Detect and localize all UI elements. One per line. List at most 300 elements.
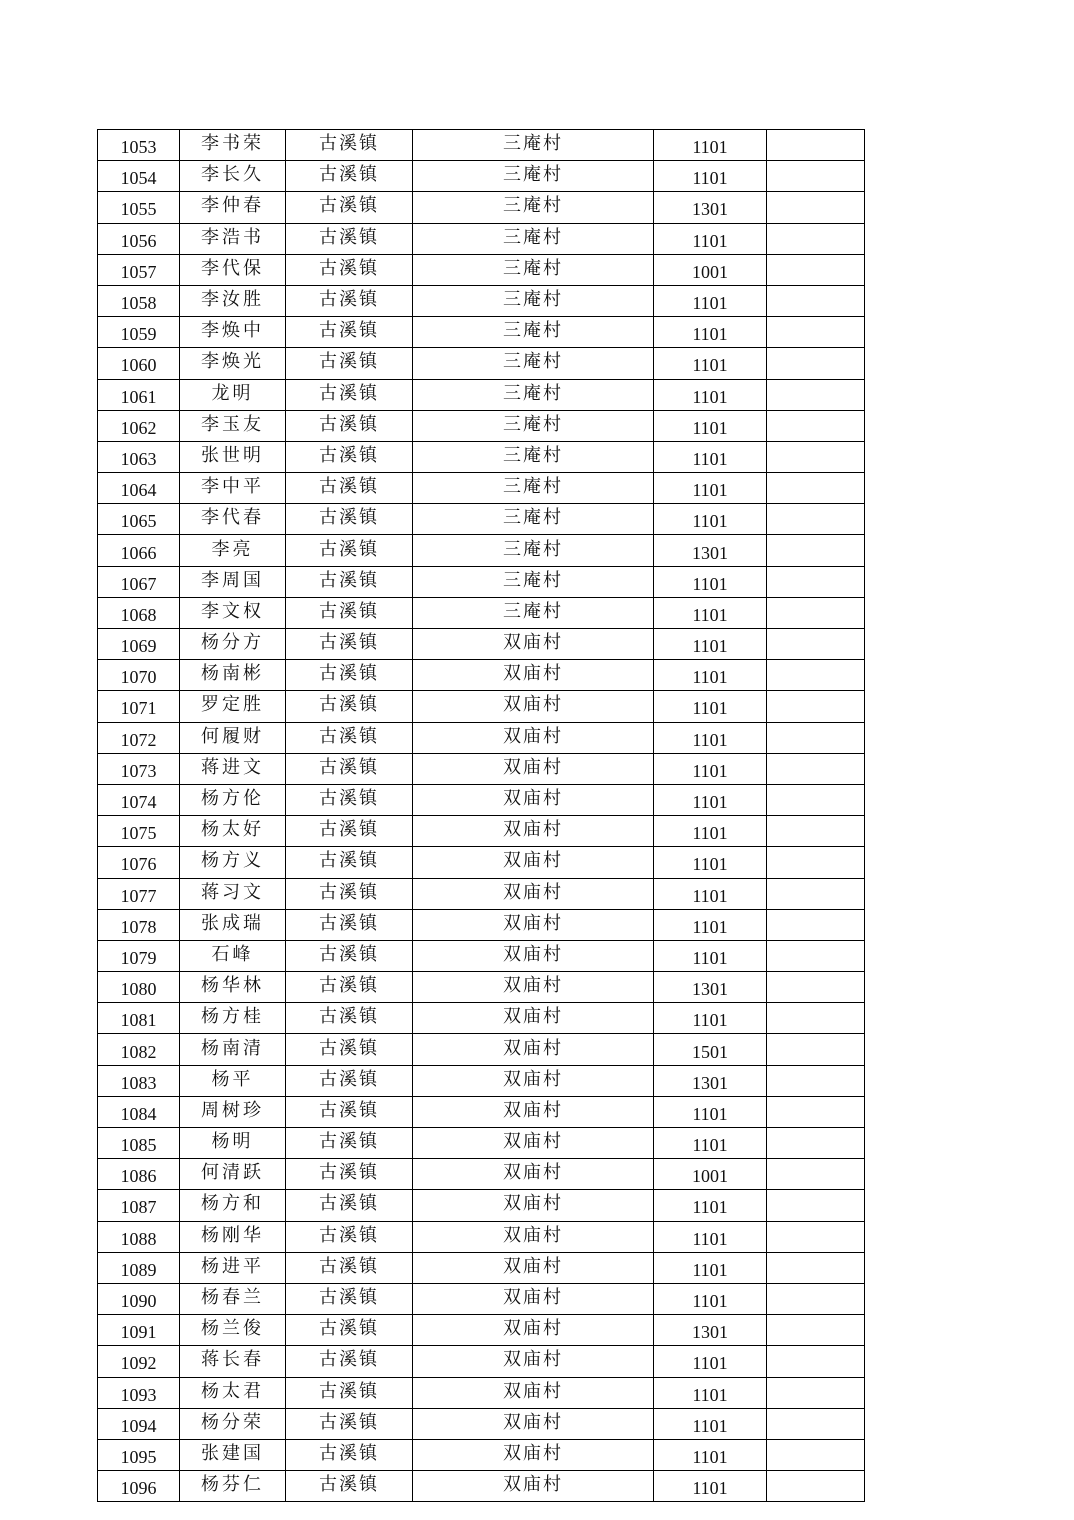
code-cell: 1101 — [654, 660, 767, 691]
row-number-cell: 1071 — [98, 691, 180, 722]
name-cell: 杨方和 — [180, 1190, 286, 1221]
note-cell — [767, 1408, 865, 1439]
name-cell: 杨平 — [180, 1065, 286, 1096]
village-cell: 三庵村 — [413, 285, 654, 316]
village-cell: 双庙村 — [413, 1221, 654, 1252]
code-cell: 1101 — [654, 1128, 767, 1159]
table-row — [98, 379, 865, 410]
name-cell: 李代保 — [180, 254, 286, 285]
table-row — [98, 1096, 865, 1127]
town-cell: 古溪镇 — [286, 504, 413, 535]
row-number-cell: 1090 — [98, 1283, 180, 1314]
code-cell: 1101 — [654, 161, 767, 192]
village-cell: 双庙村 — [413, 722, 654, 753]
name-cell: 周树珍 — [180, 1096, 286, 1127]
town-cell: 古溪镇 — [286, 473, 413, 504]
note-cell — [767, 691, 865, 722]
village-cell: 三庵村 — [413, 535, 654, 566]
village-cell: 双庙村 — [413, 629, 654, 660]
note-cell — [767, 223, 865, 254]
town-cell: 古溪镇 — [286, 130, 413, 161]
row-number-cell: 1088 — [98, 1221, 180, 1252]
village-cell: 双庙村 — [413, 660, 654, 691]
row-number-cell: 1058 — [98, 285, 180, 316]
town-cell: 古溪镇 — [286, 348, 413, 379]
row-number-cell: 1077 — [98, 878, 180, 909]
note-cell — [767, 1221, 865, 1252]
row-number-cell: 1063 — [98, 441, 180, 472]
village-cell: 三庵村 — [413, 379, 654, 410]
row-number-cell: 1055 — [98, 192, 180, 223]
town-cell: 古溪镇 — [286, 1252, 413, 1283]
table-row — [98, 192, 865, 223]
village-cell: 双庙村 — [413, 1315, 654, 1346]
note-cell — [767, 753, 865, 784]
town-cell: 古溪镇 — [286, 1096, 413, 1127]
town-cell: 古溪镇 — [286, 1408, 413, 1439]
code-cell: 1101 — [654, 909, 767, 940]
row-number-cell: 1089 — [98, 1252, 180, 1283]
code-cell: 1301 — [654, 1065, 767, 1096]
name-cell: 李焕中 — [180, 317, 286, 348]
code-cell: 1101 — [654, 379, 767, 410]
note-cell — [767, 410, 865, 441]
village-cell: 双庙村 — [413, 753, 654, 784]
code-cell: 1101 — [654, 1408, 767, 1439]
name-cell: 杨进平 — [180, 1252, 286, 1283]
village-cell: 三庵村 — [413, 504, 654, 535]
row-number-cell: 1072 — [98, 722, 180, 753]
note-cell — [767, 285, 865, 316]
note-cell — [767, 254, 865, 285]
table-row — [98, 816, 865, 847]
note-cell — [767, 1439, 865, 1470]
village-cell: 双庙村 — [413, 847, 654, 878]
row-number-cell: 1092 — [98, 1346, 180, 1377]
code-cell: 1101 — [654, 1346, 767, 1377]
code-cell: 1001 — [654, 254, 767, 285]
name-cell: 罗定胜 — [180, 691, 286, 722]
table-row — [98, 130, 865, 161]
table-row — [98, 1408, 865, 1439]
table-row — [98, 972, 865, 1003]
table-row — [98, 1034, 865, 1065]
note-cell — [767, 566, 865, 597]
village-cell: 三庵村 — [413, 192, 654, 223]
table-row — [98, 847, 865, 878]
name-cell: 杨兰俊 — [180, 1315, 286, 1346]
row-number-cell: 1064 — [98, 473, 180, 504]
town-cell: 古溪镇 — [286, 317, 413, 348]
row-number-cell: 1057 — [98, 254, 180, 285]
name-cell: 杨芬仁 — [180, 1471, 286, 1502]
name-cell: 杨春兰 — [180, 1283, 286, 1314]
table-row — [98, 161, 865, 192]
row-number-cell: 1082 — [98, 1034, 180, 1065]
town-cell: 古溪镇 — [286, 410, 413, 441]
village-cell: 双庙村 — [413, 1190, 654, 1221]
village-cell: 三庵村 — [413, 254, 654, 285]
town-cell: 古溪镇 — [286, 1065, 413, 1096]
row-number-cell: 1079 — [98, 940, 180, 971]
note-cell — [767, 784, 865, 815]
table-row — [98, 940, 865, 971]
code-cell: 1001 — [654, 1159, 767, 1190]
name-cell: 杨方义 — [180, 847, 286, 878]
town-cell: 古溪镇 — [286, 1159, 413, 1190]
town-cell: 古溪镇 — [286, 784, 413, 815]
village-cell: 三庵村 — [413, 473, 654, 504]
row-number-cell: 1054 — [98, 161, 180, 192]
note-cell — [767, 722, 865, 753]
town-cell: 古溪镇 — [286, 1315, 413, 1346]
table-row — [98, 441, 865, 472]
row-number-cell: 1096 — [98, 1471, 180, 1502]
table-row — [98, 909, 865, 940]
name-cell: 杨明 — [180, 1128, 286, 1159]
name-cell: 杨刚华 — [180, 1221, 286, 1252]
name-cell: 杨太君 — [180, 1377, 286, 1408]
code-cell: 1101 — [654, 1003, 767, 1034]
code-cell: 1101 — [654, 629, 767, 660]
table-row — [98, 1065, 865, 1096]
name-cell: 张世明 — [180, 441, 286, 472]
table-row — [98, 254, 865, 285]
table-row — [98, 1252, 865, 1283]
code-cell: 1101 — [654, 1439, 767, 1470]
name-cell: 龙明 — [180, 379, 286, 410]
code-cell: 1101 — [654, 504, 767, 535]
code-cell: 1101 — [654, 1190, 767, 1221]
row-number-cell: 1078 — [98, 909, 180, 940]
row-number-cell: 1062 — [98, 410, 180, 441]
row-number-cell: 1069 — [98, 629, 180, 660]
name-cell: 李玉友 — [180, 410, 286, 441]
note-cell — [767, 1252, 865, 1283]
code-cell: 1101 — [654, 223, 767, 254]
village-cell: 三庵村 — [413, 597, 654, 628]
table-row — [98, 1283, 865, 1314]
note-cell — [767, 1003, 865, 1034]
name-cell: 杨分方 — [180, 629, 286, 660]
code-cell: 1101 — [654, 1377, 767, 1408]
table-row — [98, 535, 865, 566]
town-cell: 古溪镇 — [286, 1003, 413, 1034]
name-cell: 李焕光 — [180, 348, 286, 379]
row-number-cell: 1084 — [98, 1096, 180, 1127]
code-cell: 1101 — [654, 1221, 767, 1252]
row-number-cell: 1093 — [98, 1377, 180, 1408]
row-number-cell: 1086 — [98, 1159, 180, 1190]
town-cell: 古溪镇 — [286, 597, 413, 628]
town-cell: 古溪镇 — [286, 940, 413, 971]
name-cell: 石峰 — [180, 940, 286, 971]
row-number-cell: 1075 — [98, 816, 180, 847]
town-cell: 古溪镇 — [286, 753, 413, 784]
row-number-cell: 1061 — [98, 379, 180, 410]
town-cell: 古溪镇 — [286, 223, 413, 254]
name-cell: 李浩书 — [180, 223, 286, 254]
name-cell: 李长久 — [180, 161, 286, 192]
code-cell: 1301 — [654, 535, 767, 566]
note-cell — [767, 1034, 865, 1065]
note-cell — [767, 940, 865, 971]
table-row — [98, 223, 865, 254]
note-cell — [767, 1128, 865, 1159]
row-number-cell: 1091 — [98, 1315, 180, 1346]
row-number-cell: 1095 — [98, 1439, 180, 1470]
note-cell — [767, 972, 865, 1003]
town-cell: 古溪镇 — [286, 1128, 413, 1159]
village-cell: 双庙村 — [413, 1377, 654, 1408]
code-cell: 1301 — [654, 192, 767, 223]
table-row — [98, 1128, 865, 1159]
village-cell: 三庵村 — [413, 317, 654, 348]
row-number-cell: 1059 — [98, 317, 180, 348]
row-number-cell: 1060 — [98, 348, 180, 379]
name-cell: 蒋进文 — [180, 753, 286, 784]
row-number-cell: 1070 — [98, 660, 180, 691]
code-cell: 1101 — [654, 1283, 767, 1314]
code-cell: 1101 — [654, 847, 767, 878]
village-cell: 三庵村 — [413, 161, 654, 192]
name-cell: 杨太好 — [180, 816, 286, 847]
town-cell: 古溪镇 — [286, 535, 413, 566]
note-cell — [767, 504, 865, 535]
table-row — [98, 691, 865, 722]
table-row — [98, 1346, 865, 1377]
name-cell: 李文权 — [180, 597, 286, 628]
code-cell: 1101 — [654, 940, 767, 971]
table-row — [98, 1377, 865, 1408]
table-row — [98, 878, 865, 909]
note-cell — [767, 597, 865, 628]
town-cell: 古溪镇 — [286, 909, 413, 940]
village-cell: 双庙村 — [413, 878, 654, 909]
village-cell: 双庙村 — [413, 1096, 654, 1127]
town-cell: 古溪镇 — [286, 379, 413, 410]
town-cell: 古溪镇 — [286, 722, 413, 753]
table-row — [98, 1315, 865, 1346]
village-cell: 双庙村 — [413, 1034, 654, 1065]
town-cell: 古溪镇 — [286, 1346, 413, 1377]
village-cell: 双庙村 — [413, 1003, 654, 1034]
village-cell: 三庵村 — [413, 130, 654, 161]
note-cell — [767, 847, 865, 878]
note-cell — [767, 816, 865, 847]
town-cell: 古溪镇 — [286, 161, 413, 192]
row-number-cell: 1076 — [98, 847, 180, 878]
data-table — [97, 129, 865, 1502]
village-cell: 双庙村 — [413, 1128, 654, 1159]
note-cell — [767, 1096, 865, 1127]
row-number-cell: 1074 — [98, 784, 180, 815]
town-cell: 古溪镇 — [286, 1439, 413, 1470]
village-cell: 三庵村 — [413, 410, 654, 441]
note-cell — [767, 473, 865, 504]
village-cell: 双庙村 — [413, 1439, 654, 1470]
town-cell: 古溪镇 — [286, 192, 413, 223]
note-cell — [767, 878, 865, 909]
village-cell: 双庙村 — [413, 909, 654, 940]
village-cell: 双庙村 — [413, 1283, 654, 1314]
table-row — [98, 317, 865, 348]
code-cell: 1101 — [654, 597, 767, 628]
town-cell: 古溪镇 — [286, 1377, 413, 1408]
code-cell: 1301 — [654, 972, 767, 1003]
name-cell: 何清跃 — [180, 1159, 286, 1190]
town-cell: 古溪镇 — [286, 847, 413, 878]
code-cell: 1101 — [654, 410, 767, 441]
table-row — [98, 1221, 865, 1252]
town-cell: 古溪镇 — [286, 441, 413, 472]
name-cell: 杨方伦 — [180, 784, 286, 815]
village-cell: 双庙村 — [413, 1471, 654, 1502]
note-cell — [767, 535, 865, 566]
name-cell: 李周国 — [180, 566, 286, 597]
note-cell — [767, 1283, 865, 1314]
town-cell: 古溪镇 — [286, 1190, 413, 1221]
row-number-cell: 1065 — [98, 504, 180, 535]
name-cell: 杨分荣 — [180, 1408, 286, 1439]
town-cell: 古溪镇 — [286, 285, 413, 316]
town-cell: 古溪镇 — [286, 660, 413, 691]
note-cell — [767, 161, 865, 192]
village-cell: 双庙村 — [413, 1159, 654, 1190]
table-row — [98, 1003, 865, 1034]
code-cell: 1101 — [654, 722, 767, 753]
name-cell: 何履财 — [180, 722, 286, 753]
note-cell — [767, 1315, 865, 1346]
name-cell: 杨华林 — [180, 972, 286, 1003]
name-cell: 李中平 — [180, 473, 286, 504]
code-cell: 1501 — [654, 1034, 767, 1065]
name-cell: 张建国 — [180, 1439, 286, 1470]
name-cell: 李汝胜 — [180, 285, 286, 316]
row-number-cell: 1083 — [98, 1065, 180, 1096]
name-cell: 李仲春 — [180, 192, 286, 223]
code-cell: 1101 — [654, 878, 767, 909]
name-cell: 李代春 — [180, 504, 286, 535]
table-row — [98, 597, 865, 628]
name-cell: 李书荣 — [180, 130, 286, 161]
code-cell: 1101 — [654, 784, 767, 815]
village-cell: 双庙村 — [413, 784, 654, 815]
village-cell: 双庙村 — [413, 1252, 654, 1283]
code-cell: 1101 — [654, 130, 767, 161]
row-number-cell: 1068 — [98, 597, 180, 628]
table-row — [98, 629, 865, 660]
note-cell — [767, 130, 865, 161]
village-cell: 三庵村 — [413, 348, 654, 379]
town-cell: 古溪镇 — [286, 629, 413, 660]
note-cell — [767, 1159, 865, 1190]
table-row — [98, 473, 865, 504]
table-row — [98, 410, 865, 441]
town-cell: 古溪镇 — [286, 878, 413, 909]
table-body — [98, 130, 865, 1502]
table-row — [98, 753, 865, 784]
row-number-cell: 1073 — [98, 753, 180, 784]
table-row — [98, 660, 865, 691]
town-cell: 古溪镇 — [286, 1471, 413, 1502]
name-cell: 李亮 — [180, 535, 286, 566]
note-cell — [767, 1471, 865, 1502]
village-cell: 双庙村 — [413, 940, 654, 971]
code-cell: 1101 — [654, 285, 767, 316]
town-cell: 古溪镇 — [286, 566, 413, 597]
name-cell: 蒋习文 — [180, 878, 286, 909]
code-cell: 1101 — [654, 1096, 767, 1127]
row-number-cell: 1066 — [98, 535, 180, 566]
note-cell — [767, 1190, 865, 1221]
town-cell: 古溪镇 — [286, 1221, 413, 1252]
table-row — [98, 784, 865, 815]
code-cell: 1101 — [654, 566, 767, 597]
row-number-cell: 1080 — [98, 972, 180, 1003]
table-row — [98, 722, 865, 753]
code-cell: 1101 — [654, 348, 767, 379]
town-cell: 古溪镇 — [286, 1034, 413, 1065]
name-cell: 张成瑞 — [180, 909, 286, 940]
note-cell — [767, 379, 865, 410]
town-cell: 古溪镇 — [286, 972, 413, 1003]
code-cell: 1101 — [654, 816, 767, 847]
village-cell: 双庙村 — [413, 1408, 654, 1439]
table-row — [98, 348, 865, 379]
name-cell: 杨南清 — [180, 1034, 286, 1065]
village-cell: 双庙村 — [413, 691, 654, 722]
code-cell: 1101 — [654, 441, 767, 472]
code-cell: 1101 — [654, 753, 767, 784]
row-number-cell: 1094 — [98, 1408, 180, 1439]
note-cell — [767, 660, 865, 691]
note-cell — [767, 317, 865, 348]
note-cell — [767, 1377, 865, 1408]
row-number-cell: 1085 — [98, 1128, 180, 1159]
row-number-cell: 1081 — [98, 1003, 180, 1034]
village-cell: 双庙村 — [413, 1065, 654, 1096]
code-cell: 1101 — [654, 473, 767, 504]
note-cell — [767, 1065, 865, 1096]
row-number-cell: 1067 — [98, 566, 180, 597]
village-cell: 三庵村 — [413, 441, 654, 472]
table-row — [98, 504, 865, 535]
table-row — [98, 1471, 865, 1502]
town-cell: 古溪镇 — [286, 254, 413, 285]
row-number-cell: 1053 — [98, 130, 180, 161]
name-cell: 杨方桂 — [180, 1003, 286, 1034]
name-cell: 杨南彬 — [180, 660, 286, 691]
village-cell: 三庵村 — [413, 223, 654, 254]
code-cell: 1301 — [654, 1315, 767, 1346]
code-cell: 1101 — [654, 691, 767, 722]
town-cell: 古溪镇 — [286, 691, 413, 722]
note-cell — [767, 192, 865, 223]
code-cell: 1101 — [654, 1471, 767, 1502]
row-number-cell: 1087 — [98, 1190, 180, 1221]
table-row — [98, 285, 865, 316]
table-row — [98, 566, 865, 597]
code-cell: 1101 — [654, 1252, 767, 1283]
village-cell: 双庙村 — [413, 1346, 654, 1377]
note-cell — [767, 1346, 865, 1377]
note-cell — [767, 629, 865, 660]
village-cell: 双庙村 — [413, 972, 654, 1003]
table-row — [98, 1159, 865, 1190]
town-cell: 古溪镇 — [286, 1283, 413, 1314]
note-cell — [767, 909, 865, 940]
